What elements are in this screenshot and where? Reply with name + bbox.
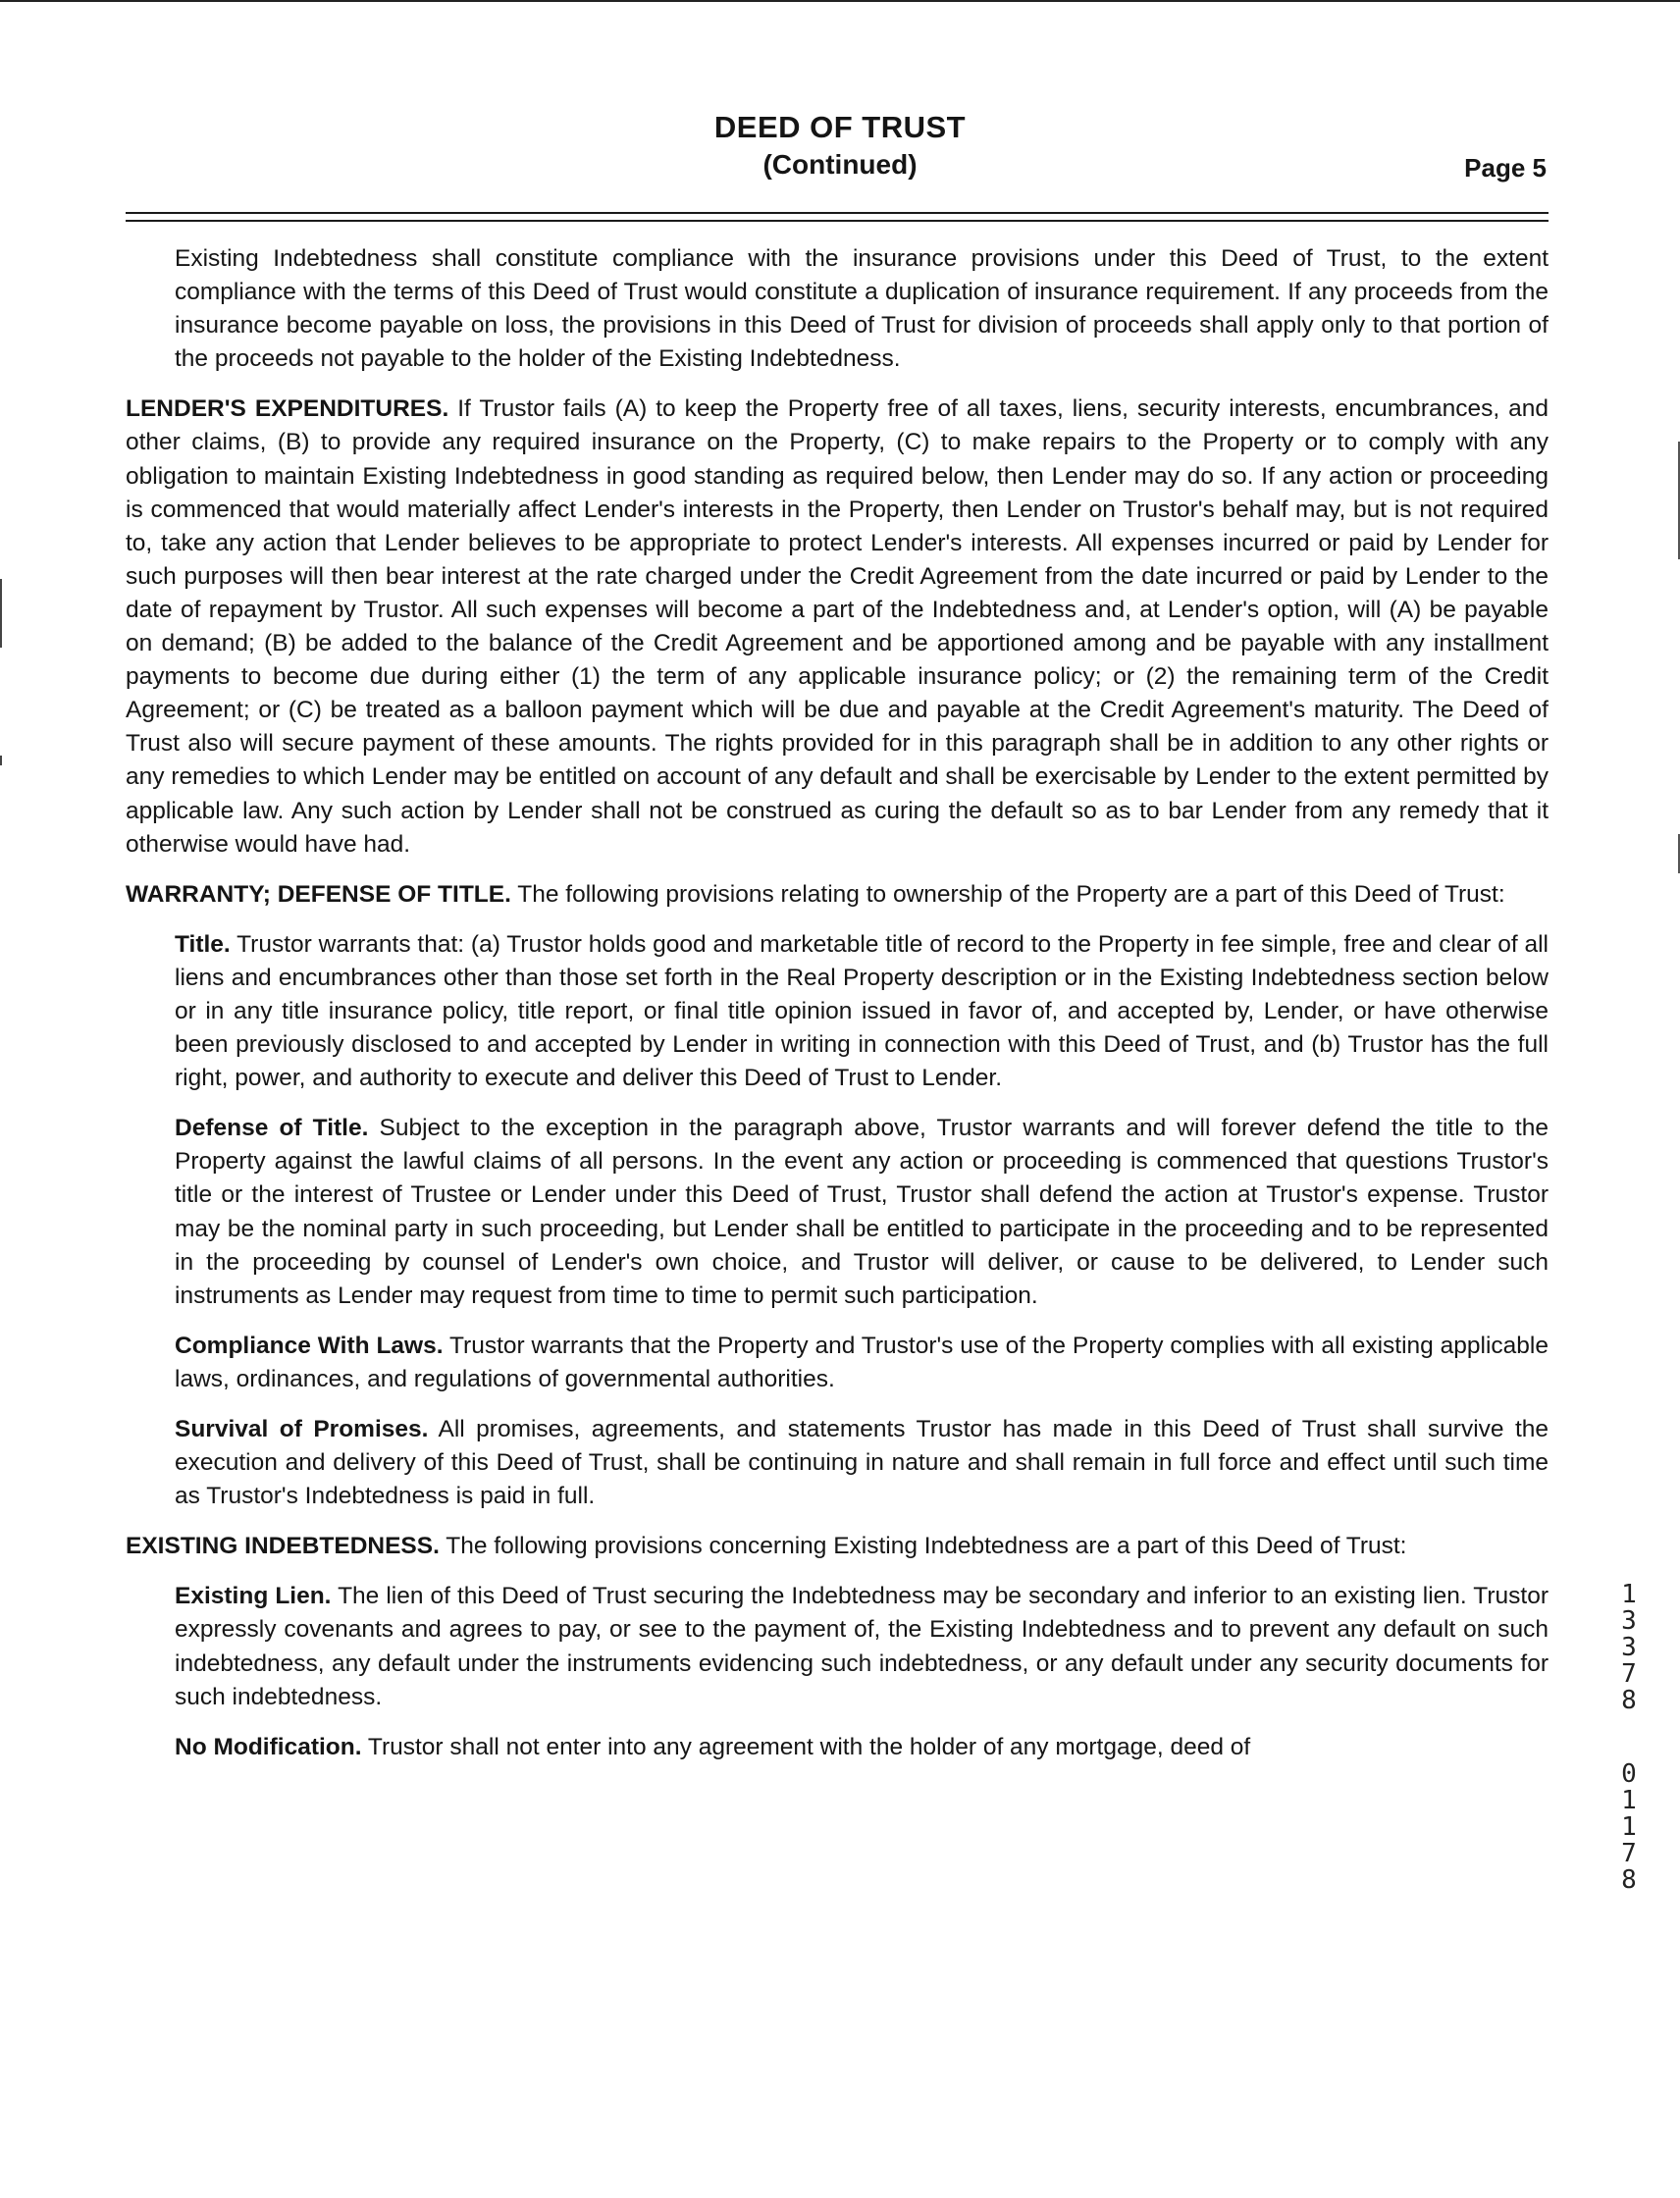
stamp-digit: 7 <box>1621 1839 1637 1868</box>
section-heading: WARRANTY; DEFENSE OF TITLE. <box>126 880 511 908</box>
subsection-heading: No Modification. <box>175 1733 362 1760</box>
paragraph-text: Trustor warrants that the Property and Trustor's use of the Property complies with all existing applicable laws, ordinances, and regulations of governmental authorities. <box>175 1332 1549 1392</box>
section-lenders-expenditures <box>126 392 1549 861</box>
subsection-defense-of-title <box>175 1112 1549 1313</box>
subsection-heading: Compliance With Laws. <box>175 1332 444 1359</box>
paragraph-text: The lien of this Deed of Trust securing the Indebtedness may be secondary and inferior to an existing lien. Trustor expressly covenants and agrees to pay, or see to the payment of, the Existing Indebtedness and to prevent any default on such indebtedness, any default under the instruments evidencing such indebtedness, or any default under any security documents for such indebtedness. <box>175 1583 1549 1710</box>
section-existing-indebtedness <box>126 1530 1549 1563</box>
stamp-digit: 1 <box>1621 1580 1637 1609</box>
section-warranty-defense-of-title <box>126 878 1549 912</box>
subsection-survival-of-promises <box>175 1413 1549 1513</box>
stamp-digit: 3 <box>1621 1606 1637 1636</box>
scan-top-edge <box>0 0 1680 2</box>
paragraph-text: The following provisions concerning Existing Indebtedness are a part of this Deed of Trust: <box>439 1533 1407 1560</box>
stamp-digit: 7 <box>1621 1659 1637 1689</box>
subsection-heading: Existing Lien. <box>175 1583 332 1610</box>
paragraph-text: All promises, agreements, and statements Trustor has made in this Deed of Trust shall survive the execution and delivery of this Deed of Trust, shall be continuing in nature and shall remain in full force and effect until such time as Trustor's Indebtedness is paid in full. <box>175 1416 1549 1510</box>
document-subtitle: (Continued) <box>762 149 918 180</box>
page-number: Page 5 <box>1464 153 1547 183</box>
paragraph-text: Subject to the exception in the paragraph above, Trustor warrants and will forever defend the title to the Property against the lawful claims of all persons. In the event any action or proceeding is commenced that questions Trustor's title or the interest of Trustee or Lender under this Deed of Trust, Trustor shall defend the action at Trustor's expense. Trustor may be the nominal party in such proceeding, but Lender shall be entitled to participate in the proceeding and to be represented in the proceeding by counsel of Lender's own choice, and Trustor will deliver, or cause to be delivered, to Lender such instruments as Lender may request from time to time to permit such participation. <box>175 1115 1549 1309</box>
paragraph-text: The following provisions relating to ownership of the Property are a part of this Deed of Trust: <box>510 880 1505 908</box>
subsection-heading: Defense of Title. <box>175 1115 369 1142</box>
subsection-existing-lien <box>175 1580 1549 1713</box>
document-title: DEED OF TRUST <box>713 110 967 144</box>
subsection-no-modification <box>175 1731 1549 1764</box>
paragraph-text: If Trustor fails (A) to keep the Property free of all taxes, liens, security interests, encumbrances, and other claims, (B) to provide any required insurance on the Property, (C) to make repairs to the Property or to comply with any obligation to maintain Existing Indebtedness in good standing as required below, then Lender may do so. If any action or proceeding is commenced that would materially affect Lender's interests in the Property, then Lender on Trustor's behalf may, but is not required to, take any action that Lender believes to be appropriate to protect Lender's interests. All expenses incurred or paid by Lender for such purposes will then bear interest at the rate charged under the Credit Agreement from the date incurred or paid by Lender to the date of repayment by Trustor. All such expenses will become a part of the Indebtedness and, at Lender's option, will (A) be payable on demand; (B) be added to the balance of the Credit Agreement and be apportioned among and be payable with any installment payments to become due during either (1) the term of any applicable insurance policy; or (2) the remaining term of the Credit Agreement; or (C) be treated as a balloon payment which will be due and payable at the Credit Agreement's maturity. The Deed of Trust also will secure payment of these amounts. The rights provided for in this paragraph shall be in addition to any other rights or any remedies to which Lender may be entitled on account of any default and shall be exercisable by Lender to the extent permitted by applicable law. Any such action by Lender shall not be construed as curing the default so as to bar Lender from any remedy that it otherwise would have had. <box>126 395 1549 858</box>
paragraph-text: Trustor shall not enter into any agreement with the holder of any mortgage, deed of <box>361 1733 1251 1760</box>
paragraph-insurance-continuation <box>175 242 1549 376</box>
subsection-compliance-with-laws <box>175 1330 1549 1396</box>
subsection-title <box>175 928 1549 1095</box>
subsection-heading: Survival of Promises. <box>175 1416 429 1442</box>
stamp-digit: 8 <box>1621 1686 1637 1715</box>
paragraph-text: Trustor warrants that: (a) Trustor holds good and marketable title of record to the Property in fee simple, free and clear of all liens and encumbrances other than those set forth in the Real Property description or in the Existing Indebtedness section below or in any title insurance policy, title report, or final title opinion issued in favor of, and accepted by, Lender, or have otherwise been previously disclosed to and accepted by Lender in writing in connection with this Deed of Trust, and (b) Trustor has the full right, power, and authority to execute and deliver this Deed of Trust to Lender. <box>175 930 1549 1092</box>
section-heading: LENDER'S EXPENDITURES. <box>126 395 449 423</box>
stamp-digit: 0 <box>1621 1759 1637 1789</box>
paragraph-text: Existing Indebtedness shall constitute compliance with the insurance provisions under this Deed of Trust, to the extent compliance with the terms of this Deed of Trust would constitute a duplication of insurance requirement. If any proceeds from the insurance become payable on loss, the provisions in this Deed of Trust for division of proceeds shall apply only to that portion of the proceeds not payable to the holder of the Existing Indebtedness. <box>175 245 1549 373</box>
stamp-gap <box>1609 1714 1649 1761</box>
scan-left-edge-mark <box>0 579 2 648</box>
stamp-digit: 8 <box>1621 1865 1637 1895</box>
stamp-digit: 3 <box>1621 1633 1637 1662</box>
recording-number-stamp <box>1609 1582 1649 1894</box>
stamp-digit: 1 <box>1621 1786 1637 1815</box>
header-rule <box>126 212 1549 214</box>
stamp-digit: 1 <box>1621 1812 1637 1842</box>
subsection-heading: Title. <box>175 930 231 958</box>
header-rule <box>126 220 1549 222</box>
section-heading: EXISTING INDEBTEDNESS. <box>126 1533 440 1560</box>
document-body <box>126 242 1549 1781</box>
scan-left-edge-mark <box>0 756 2 765</box>
